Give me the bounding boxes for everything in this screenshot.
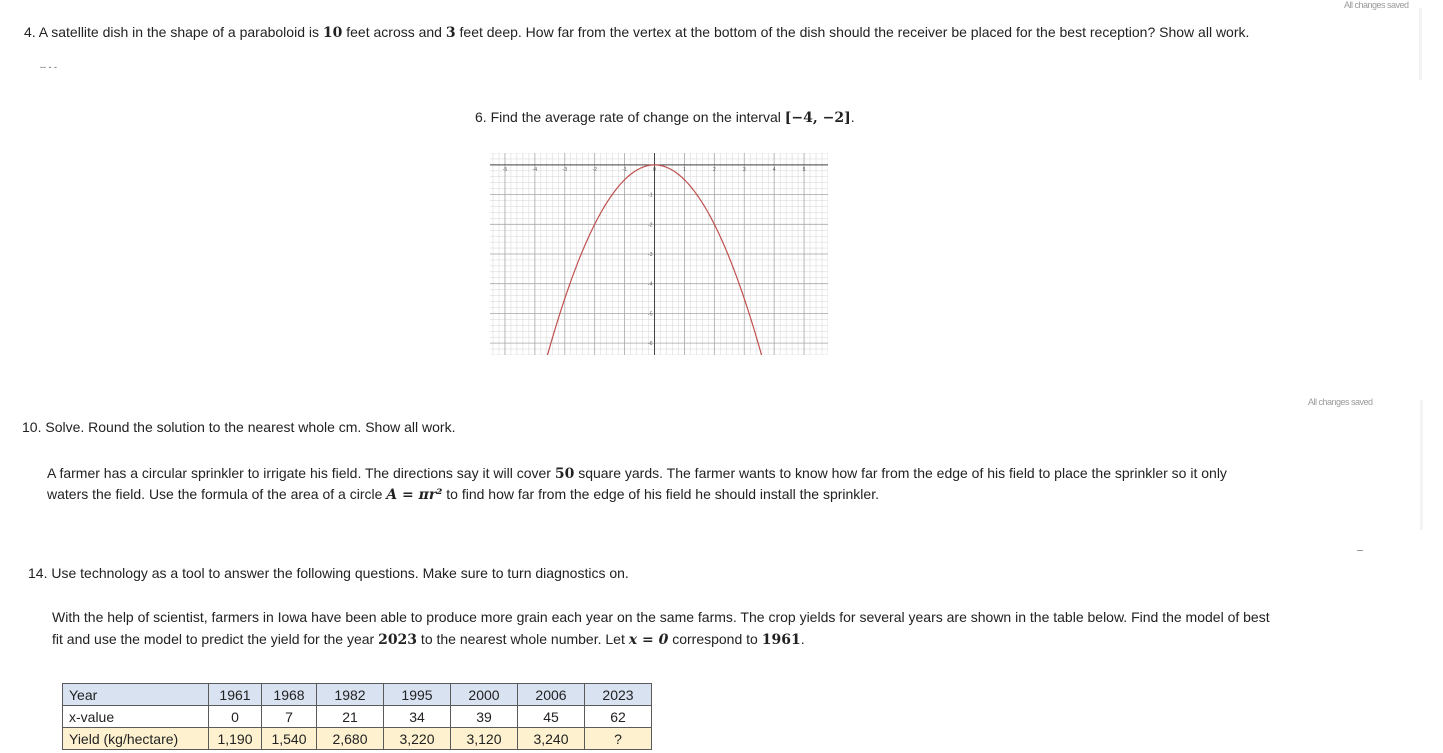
table-cell: 7 bbox=[262, 706, 317, 728]
question-14-line-2: fit and use the model to predict the yield for the year 2023 to the nearest whole number. Let x = 0 correspond to 1961. bbox=[52, 631, 805, 648]
save-status-middle: All changes saved bbox=[1308, 397, 1373, 407]
panel-edge bbox=[1420, 400, 1423, 530]
x-tick-labels bbox=[503, 167, 806, 173]
table-row-label: Year bbox=[63, 684, 209, 706]
table-row bbox=[63, 706, 652, 728]
table-cell: 21 bbox=[317, 706, 384, 728]
table-cell: 3,220 bbox=[384, 728, 451, 750]
table-cell: 62 bbox=[585, 706, 652, 728]
cropped-fragment: -‐ - ‐ bbox=[40, 62, 57, 70]
x-tick-label: 4 bbox=[772, 166, 776, 173]
question-14-line-1: With the help of scientist, farmers in Iowa have been able to produce more grain each year on the same farms. The crop yields for several years are shown in the table below. Find the model of best bbox=[52, 609, 1270, 625]
x-tick-label: 1 bbox=[683, 166, 686, 173]
y-tick-label: -3 bbox=[648, 252, 653, 258]
y-tick-label: -6 bbox=[648, 341, 653, 348]
table-cell: 1995 bbox=[384, 684, 451, 706]
x-tick-label: 0 bbox=[653, 166, 656, 173]
table-cell: 1968 bbox=[262, 684, 317, 706]
x-tick-label: 3 bbox=[742, 166, 746, 173]
x-tick-label: 5 bbox=[802, 166, 806, 173]
x-tick-label: -4 bbox=[532, 166, 538, 173]
table-cell: 1982 bbox=[317, 684, 384, 706]
table-cell: 3,240 bbox=[518, 728, 585, 750]
x-tick-label: -3 bbox=[562, 166, 568, 173]
table-cell: 2000 bbox=[451, 684, 518, 706]
table-cell: 0 bbox=[209, 706, 262, 728]
table-cell: 34 bbox=[384, 706, 451, 728]
table-row bbox=[63, 728, 652, 750]
question-4-text: 4. A satellite dish in the shape of a paraboloid is 10 feet across and 3 feet deep. How far from the vertex at the bottom of the dish should the receiver be placed for the best reception? Show all work. bbox=[24, 24, 1250, 41]
x-tick-label: 2 bbox=[712, 166, 716, 173]
table-cell: 1961 bbox=[209, 684, 262, 706]
stray-mark bbox=[1357, 550, 1363, 551]
table-row bbox=[63, 684, 652, 706]
yield-table bbox=[62, 683, 652, 750]
table-cell: 45 bbox=[518, 706, 585, 728]
x-tick-label: -5 bbox=[502, 166, 508, 173]
table-cell: ? bbox=[585, 728, 652, 750]
table-cell: 2006 bbox=[518, 684, 585, 706]
y-tick-label: -5 bbox=[648, 311, 653, 318]
table-cell: 2,680 bbox=[317, 728, 384, 750]
x-tick-label: -2 bbox=[592, 166, 597, 173]
y-tick-label: -1 bbox=[648, 192, 653, 199]
table-cell: 1,540 bbox=[262, 728, 317, 750]
y-tick-label: -4 bbox=[648, 281, 653, 288]
save-status-top: All changes saved bbox=[1344, 0, 1409, 10]
area-formula: A = πr² bbox=[386, 487, 443, 503]
table-cell: 1,190 bbox=[209, 728, 262, 750]
x-tick-label: -1 bbox=[622, 166, 627, 173]
question-14-title: 14. Use technology as a tool to answer the following questions. Make sure to turn diagnostics on. bbox=[28, 565, 629, 581]
question-6-text: 6. Find the average rate of change on the interval [−4, −2]. bbox=[475, 109, 855, 126]
table-row-label: Yield (kg/hectare) bbox=[63, 728, 209, 750]
question-10-line-1: A farmer has a circular sprinkler to irrigate his field. The directions say it will cover 50 square yards. The farmer wants to know how far from the edge of his field to place the sprinkler so it only bbox=[47, 465, 1227, 482]
question-10-title: 10. Solve. Round the solution to the nearest whole cm. Show all work. bbox=[22, 419, 456, 435]
question-10-line-2: waters the field. Use the formula of the area of a circle A = πr² to find how far from the edge of his field he should install the sprinkler. bbox=[47, 486, 879, 503]
table-cell: 3,120 bbox=[451, 728, 518, 750]
panel-edge bbox=[1419, 8, 1422, 80]
interval-math: [−4, −2] bbox=[784, 110, 851, 126]
y-tick-label: -2 bbox=[648, 222, 653, 229]
table-row-label: x-value bbox=[63, 706, 209, 728]
table-cell: 2023 bbox=[585, 684, 652, 706]
parabola-graph bbox=[490, 153, 828, 355]
table-cell: 39 bbox=[451, 706, 518, 728]
